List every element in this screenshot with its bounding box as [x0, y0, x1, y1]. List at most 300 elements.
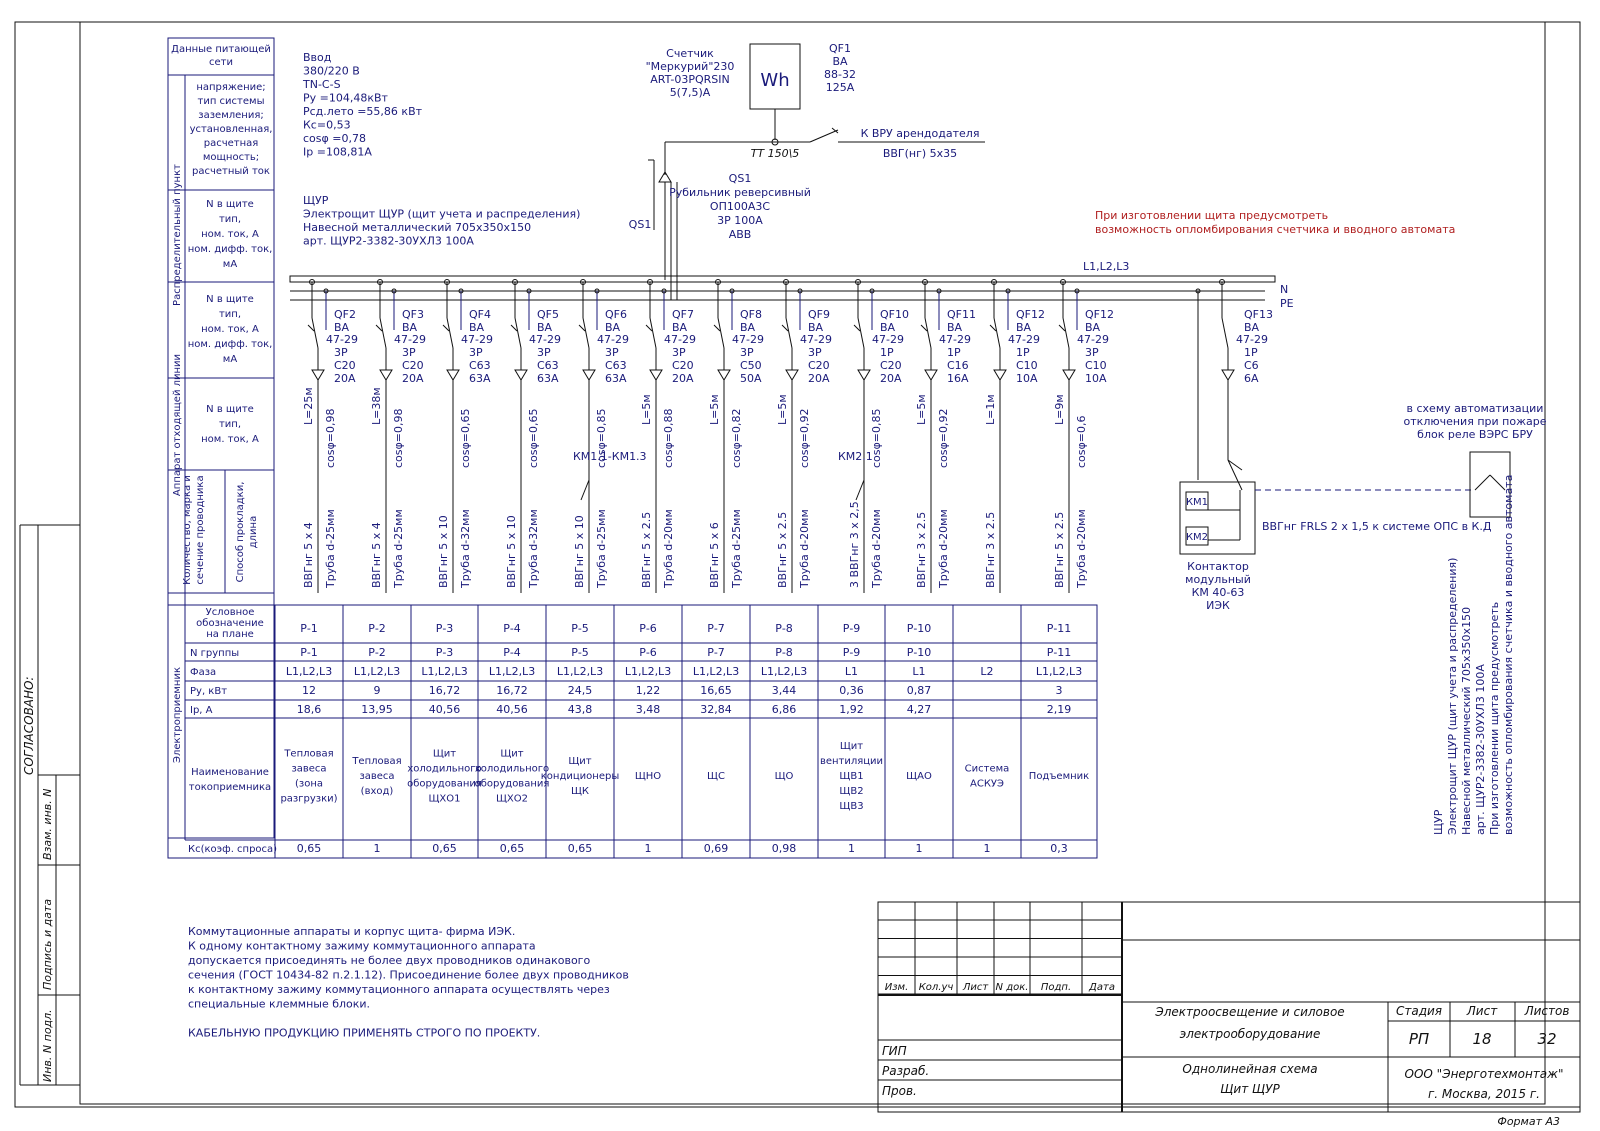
supply-param: расчетный ток: [192, 166, 270, 177]
ol-param: тип,: [218, 309, 242, 320]
cell-group: Р-5: [571, 646, 589, 659]
breaker-arrow: [447, 370, 459, 380]
breaker-type: ВА: [1016, 321, 1032, 334]
breaker-arrow: [718, 370, 730, 380]
cable-mark: ВВГнг 5 х 6: [708, 522, 721, 588]
cell-phase: L1,L2,L3: [421, 665, 468, 678]
breaker-arrow: [380, 370, 392, 380]
breaker-amp: 63А: [537, 372, 559, 385]
supply-data-label: сети: [209, 57, 233, 68]
cell-pu: 3,44: [771, 684, 797, 697]
line-length: L=1м: [984, 394, 997, 425]
red-note: возможность опломбирования счетчика и вводного автомата: [1095, 223, 1456, 236]
breaker-id: QF4: [469, 308, 491, 321]
row-label-pu: Ру, кВт: [190, 686, 228, 697]
cell-designation: Р-11: [1046, 622, 1072, 635]
pipe-mark: Труба d-20мм: [937, 509, 950, 588]
breaker-qf7[interactable]: [640, 280, 696, 594]
breaker-contact: [447, 318, 453, 348]
breaker-qf8[interactable]: [708, 280, 764, 594]
contactor-param: Контактор: [1187, 560, 1249, 573]
cell-name: ЩВ2: [839, 786, 864, 797]
breaker-amp: 20А: [334, 372, 356, 385]
breaker-series: 47-29: [326, 333, 358, 346]
cell-name: холодильного: [407, 763, 482, 775]
cell-kc: 0,65: [296, 842, 322, 855]
cell-name: Щит: [839, 741, 864, 752]
cell-kc: 1: [848, 842, 855, 855]
qf1-contact: [810, 130, 838, 142]
cell-ip: 18,6: [296, 703, 322, 716]
breaker-poles: 3Р: [537, 346, 551, 359]
breaker-curve: С20: [808, 359, 830, 372]
breaker-type: ВА: [537, 321, 553, 334]
cell-name: Щит: [432, 748, 457, 760]
breaker-series: 47-29: [1008, 333, 1040, 346]
pipe-mark: Труба d-25мм: [392, 509, 405, 588]
breaker-series: 47-29: [529, 333, 561, 346]
breaker-amp: 16А: [947, 372, 969, 385]
cell-kc: 1: [915, 842, 923, 855]
supply-param: установленная,: [189, 124, 273, 135]
breaker-qf9[interactable]: [776, 280, 832, 594]
breaker-poles: 3Р: [672, 346, 686, 359]
cell-designation: Р-3: [435, 622, 454, 635]
breaker-amp: 20А: [808, 372, 830, 385]
vertical-note: ЩУР: [1432, 809, 1445, 835]
cell-name: ЩВ3: [839, 801, 864, 812]
breaker-curve: С16: [947, 359, 969, 372]
breaker-poles: 1Р: [947, 346, 961, 359]
stamp-header: N док.: [995, 982, 1029, 993]
ol-param2: ном. ток, А: [201, 434, 259, 445]
breaker-qf6[interactable]: [573, 280, 647, 594]
ol-param: мА: [222, 354, 238, 365]
breaker-qf10[interactable]: [838, 280, 909, 594]
cell-phase: L1,L2,L3: [1035, 665, 1083, 678]
cell-pu: 1,22: [635, 684, 661, 697]
cell-name: ЩХО2: [495, 793, 529, 805]
cell-name: Щит: [500, 748, 524, 760]
cell-name: Щит: [568, 756, 592, 767]
cell-phase: L1,L2,L3: [624, 665, 672, 678]
receiver-label: Электроприемник: [172, 666, 183, 764]
cell-name: ЩО: [774, 771, 794, 782]
automation-param: блок реле ВЭРС БРУ: [1417, 428, 1533, 441]
breaker-arrow: [1063, 370, 1075, 380]
qf1-param: QF1: [829, 42, 851, 55]
breaker-curve: С20: [880, 359, 902, 372]
cos-phi: cosφ=0,98: [392, 408, 405, 468]
breaker-qf11[interactable]: [915, 280, 976, 594]
cell-designation: Р-6: [639, 622, 657, 635]
cell-group: Р-6: [639, 646, 657, 659]
pipe-mark: Труба d-20мм: [1075, 509, 1088, 588]
input-param: TN-C-S: [303, 78, 341, 91]
breaker-qf3[interactable]: [370, 280, 426, 594]
contactor-contact: [581, 480, 589, 500]
cell-name: разгрузки): [280, 793, 338, 805]
breaker-amp: 50А: [740, 372, 762, 385]
breaker-poles: 1Р: [880, 346, 894, 359]
breaker-arrow: [858, 370, 870, 380]
bus-pe-label: PE: [1280, 297, 1294, 310]
cable-mark: ВВГнг 3 х 2.5: [984, 511, 997, 588]
red-note: При изготовлении щита предусмотреть: [1095, 209, 1329, 222]
drawing-title: электрооборудование: [1179, 1027, 1321, 1041]
cell-ip: 4,27: [906, 703, 932, 716]
breaker-arrow: [515, 370, 527, 380]
contactor-label: КМ2.1: [838, 450, 873, 463]
cell-name: Система: [964, 763, 1010, 775]
breaker-poles: 3Р: [402, 346, 416, 359]
breaker-curve: С20: [672, 359, 694, 372]
breaker-series: 47-29: [597, 333, 629, 346]
breaker-arrow: [994, 370, 1006, 380]
breaker-series: 47-29: [939, 333, 971, 346]
breaker-id: QF8: [740, 308, 762, 321]
qf13-amp: 6А: [1244, 372, 1259, 385]
bus-n-label: N: [1280, 283, 1289, 296]
cell-name: холодильного: [474, 763, 550, 775]
qf1-param: 88-32: [824, 68, 856, 81]
general-note: специальные клеммные блоки.: [188, 997, 371, 1011]
breaker-poles: 3Р: [469, 346, 483, 359]
cell-name: Тепловая: [352, 756, 402, 767]
breaker-poles: 1Р: [1016, 346, 1030, 359]
breaker-poles: 3Р: [334, 346, 348, 359]
cell-ip: 40,56: [496, 703, 528, 716]
breaker-id: QF6: [605, 308, 627, 321]
cell-phase: L1,L2,L3: [692, 665, 740, 678]
cell-name: завеса: [359, 771, 395, 782]
side-cell-label: Взам. инв. N: [41, 788, 54, 860]
cell-group: Р-8: [775, 646, 793, 659]
cell-kc: 0,65: [432, 842, 457, 855]
cable-method-label: длина: [248, 515, 259, 549]
cell-ip: 40,56: [428, 703, 461, 716]
pipe-mark: Труба d-20мм: [798, 509, 811, 588]
breaker-amp: 20А: [672, 372, 694, 385]
line-length: L=5м: [708, 394, 721, 425]
breaker-arrow: [925, 370, 937, 380]
cell-name: ЩНО: [634, 771, 662, 782]
breaker-amp: 10А: [1085, 372, 1107, 385]
breaker-qf12[interactable]: [984, 280, 1045, 594]
stage-header: Стадия: [1395, 1004, 1443, 1018]
cell-name: оборудования: [474, 778, 550, 790]
cell-kc: 1: [983, 842, 991, 855]
supply-param: расчетная: [203, 138, 259, 149]
general-note: Коммутационные аппараты и корпус щита- фирма ИЭК.: [188, 925, 516, 938]
qf13-poles: 1Р: [1244, 346, 1258, 359]
sheets-header: Листов: [1524, 1004, 1570, 1018]
input-param: cosφ =0,78: [303, 132, 366, 145]
stamp-header: Подп.: [1040, 982, 1072, 993]
format-label: Формат А3: [1497, 1115, 1560, 1128]
breaker-type: ВА: [880, 321, 896, 334]
breaker-id: QF12: [1085, 308, 1114, 321]
cell-group: Р-10: [906, 646, 932, 659]
pipe-mark: Труба d-32мм: [527, 509, 540, 588]
breaker-series: 47-29: [394, 333, 426, 346]
vertical-note: арт. ЩУР2-3382-30УХЛ3 100А: [1474, 664, 1487, 835]
cable-mark: ВВГнг 5 х 2.5: [776, 511, 789, 588]
breaker-curve: С10: [1085, 359, 1107, 372]
cell-name: ЩК: [570, 786, 590, 797]
contactor-param: ИЭК: [1206, 599, 1230, 612]
cos-phi: cosφ=0,85: [870, 408, 883, 468]
cell-pu: 16,65: [700, 684, 732, 697]
breaker-id: QF7: [672, 308, 694, 321]
stamp-role: Пров.: [882, 1084, 917, 1098]
cell-pu: 16,72: [496, 684, 528, 697]
cell-name: ЩАО: [906, 771, 932, 782]
cell-phase: L1,L2,L3: [353, 665, 401, 678]
general-note: к контактному зажиму коммутационного аппарата осуществлять через: [188, 983, 610, 996]
supply-param: напряжение;: [196, 82, 266, 93]
breaker-series: 47-29: [1077, 333, 1109, 346]
breaker-poles: 3Р: [808, 346, 822, 359]
ol-param2: тип,: [218, 419, 242, 430]
breaker-arrow: [650, 370, 662, 380]
contactor-contact: [856, 480, 864, 500]
cell-name: завеса: [291, 763, 327, 775]
breaker-contact: [650, 318, 656, 348]
cell-phase: L1,L2,L3: [556, 665, 604, 678]
line-length: L=25м: [302, 387, 315, 425]
cell-group: Р-2: [368, 646, 386, 659]
line-length: L=5м: [640, 394, 653, 425]
cell-ip: 1,92: [839, 703, 864, 716]
cell-name: ЩХО1: [428, 793, 461, 805]
dp-param: ном. дифф. ток,: [187, 244, 273, 255]
cell-kc: 0,98: [771, 842, 797, 855]
row-label-designation: Условное: [205, 607, 255, 618]
stamp-header: Дата: [1089, 982, 1115, 993]
cell-name: Тепловая: [284, 748, 334, 760]
cable-qty-label: сечение проводника: [195, 475, 206, 585]
breaker-contact: [380, 318, 386, 348]
cos-phi: cosφ=0,65: [459, 408, 472, 468]
breaker-type: ВА: [808, 321, 824, 334]
input-param: Iр =108,81А: [303, 145, 372, 159]
input-param: Кс=0,53: [303, 118, 351, 132]
km1-label: КМ1: [1185, 497, 1209, 508]
cell-kc: 0,65: [567, 842, 593, 855]
vertical-note: При изготовлении щита предусмотреть: [1488, 601, 1501, 835]
breaker-curve: С20: [402, 359, 424, 372]
breaker-contact: [312, 318, 318, 348]
qf1-param: 125А: [825, 81, 855, 94]
breaker-curve: С10: [1016, 359, 1038, 372]
breaker-contact: [925, 318, 931, 348]
qs1-param: ОП100А3С: [709, 200, 771, 213]
ol-param2: N в щите: [206, 404, 254, 415]
cable-qty-label: Количество, марка и: [182, 475, 193, 585]
supply-param: мощность;: [202, 152, 260, 163]
ol-param: ном. дифф. ток,: [187, 339, 273, 350]
cell-group: Р-4: [503, 646, 521, 659]
row-label-phase: Фаза: [190, 667, 217, 678]
pipe-mark: Труба d-20мм: [870, 509, 883, 588]
side-cell-label: Инв. N подл.: [41, 1009, 54, 1082]
breaker-amp: 63А: [469, 372, 491, 385]
breaker-series: 47-29: [461, 333, 493, 346]
dp-param: N в щите: [206, 199, 254, 210]
general-note: допускается присоединять не более двух проводников одинакового: [188, 954, 591, 967]
input-param: Рсд.лето =55,86 кВт: [303, 105, 423, 118]
breaker-type: ВА: [947, 321, 963, 334]
cos-phi: cosφ=0,65: [527, 408, 540, 468]
cell-designation: Р-5: [571, 622, 589, 635]
qf1-dest: К ВРУ арендодателя: [860, 127, 980, 140]
cell-designation: Р-10: [906, 622, 932, 635]
cell-designation: Р-4: [503, 622, 521, 635]
breaker-type: ВА: [1085, 321, 1101, 334]
cell-group: Р-1: [300, 646, 318, 659]
breaker-arrow: [312, 370, 324, 380]
breaker-id: QF11: [947, 308, 976, 321]
stage-value: РП: [1408, 1030, 1430, 1048]
row-label-designation: обозначение: [196, 618, 264, 629]
cell-group: Р-9: [842, 646, 861, 659]
supply-param: заземления;: [198, 110, 264, 121]
breaker-qf5[interactable]: [505, 280, 561, 594]
cell-kc: 0,69: [703, 842, 729, 855]
cell-group: Р-3: [435, 646, 454, 659]
cell-designation: Р-9: [842, 622, 861, 635]
vertical-note: возможность опломбирования счетчика и вводного автомата: [1502, 474, 1515, 835]
row-label-ip: Iр, А: [190, 705, 213, 716]
breaker-contact: [858, 318, 864, 348]
stamp-header: Изм.: [884, 982, 909, 993]
qf13-series: 47-29: [1236, 333, 1268, 346]
drawing-title: Электроосвещение и силовое: [1155, 1005, 1345, 1019]
meter-param: Счетчик: [666, 47, 714, 60]
cos-phi: cosφ=0,82: [730, 408, 743, 468]
qf1-cable: ВВГ(нг) 5х35: [882, 147, 958, 160]
breaker-id: QF5: [537, 308, 559, 321]
contactor-label: КМ1.1-КМ1.3: [573, 450, 647, 463]
general-note: сечения (ГОСТ 10434-82 п.2.1.12). Присоединение более двух проводников: [188, 968, 629, 982]
cable-mark: ВВГнг 5 х 2.5: [1053, 511, 1066, 588]
breaker-contact: [583, 318, 589, 348]
line-length: L=5м: [776, 394, 789, 425]
ol-param: ном. ток, А: [201, 324, 259, 335]
pipe-mark: Труба d-20мм: [662, 509, 675, 588]
breaker-arrow: [583, 370, 595, 380]
general-note: КАБЕЛЬНУЮ ПРОДУКЦИЮ ПРИМЕНЯТЬ СТРОГО ПО ПРОЕКТУ.: [188, 1026, 541, 1040]
breaker-qf4[interactable]: [437, 280, 493, 594]
cell-designation: Р-7: [707, 622, 725, 635]
breaker-type: ВА: [605, 321, 621, 334]
ol-param: N в щите: [206, 294, 254, 305]
qf13-contact: [1222, 318, 1228, 348]
pipe-mark: Труба d-25мм: [595, 509, 608, 588]
cos-phi: cosφ=0,6: [1075, 415, 1088, 468]
cell-designation: Р-2: [368, 622, 386, 635]
cell-ip: 13,95: [361, 703, 393, 716]
relay-contact: [1475, 475, 1490, 490]
distribution-point-label: Распределительный пункт: [172, 164, 183, 306]
cell-phase: L1: [844, 665, 859, 678]
cell-pu: 12: [302, 684, 316, 697]
contactor-frame: [1180, 482, 1255, 554]
cell-name: ЩС: [707, 771, 725, 782]
cell-phase: L1,L2,L3: [285, 665, 333, 678]
meter-param: "Меркурий"230: [645, 60, 735, 73]
breaker-amp: 10А: [1016, 372, 1038, 385]
cell-designation: Р-8: [775, 622, 793, 635]
row-label-designation: на плане: [206, 629, 254, 640]
side-cell-label: Подпись и дата: [41, 898, 54, 990]
cell-pu: 9: [373, 684, 381, 697]
breaker-type: ВА: [672, 321, 688, 334]
pipe-mark: Труба d-25мм: [730, 509, 743, 588]
cell-name: АСКУЭ: [970, 778, 1004, 790]
agreed-label: СОГЛАСОВАНО:: [22, 676, 36, 775]
sheet-title: Щит ЩУР: [1220, 1082, 1280, 1096]
dp-param: ном. ток, А: [201, 229, 259, 240]
cos-phi: cosφ=0,92: [798, 408, 811, 468]
qs1-label: QS1: [628, 218, 652, 231]
cable-mark: ВВГнг 5 х 10: [437, 515, 450, 588]
qf13-id: QF13: [1244, 308, 1273, 321]
breaker-amp: 63А: [605, 372, 627, 385]
breaker-contact: [786, 318, 792, 348]
panel-param: арт. ЩУР2-3382-30УХЛ3 100А: [303, 234, 474, 248]
cell-ip: 2,19: [1046, 703, 1072, 716]
breaker-contact: [994, 318, 1000, 348]
row-label-kc: Кс(коэф. спроса): [188, 844, 278, 855]
line-length: L=38м: [370, 387, 383, 425]
cell-phase: L1,L2,L3: [488, 665, 536, 678]
panel-param: ЩУР: [303, 194, 329, 207]
cell-phase: L1: [912, 665, 926, 678]
breaker-qf2[interactable]: [302, 280, 358, 594]
general-note: К одному контактному зажиму коммутационного аппарата: [188, 939, 536, 953]
vertical-note: Электрощит ЩУР (щит учета и распределения): [1446, 557, 1459, 835]
breaker-id: QF2: [334, 308, 356, 321]
qf13-arrow: [1222, 370, 1234, 380]
breaker-poles: 3Р: [1085, 346, 1099, 359]
breaker-contact: [718, 318, 724, 348]
breaker-poles: 3Р: [605, 346, 619, 359]
cell-kc: 1: [644, 842, 652, 855]
qs1-param: QS1: [728, 172, 752, 185]
qf1-param: ВА: [832, 55, 848, 68]
cable-mark: ВВГнг 5 х 10: [505, 515, 518, 588]
breaker-qf12[interactable]: [1053, 280, 1114, 594]
ops-cable: ВВГнг FRLS 2 х 1,5 к системе ОПС в К.Д: [1262, 520, 1492, 533]
qs1-param: Рубильник реверсивный: [669, 186, 811, 199]
dp-param: тип,: [218, 214, 242, 225]
row-label-name: Наименование: [191, 767, 269, 778]
row-label-name: токоприемника: [188, 782, 272, 793]
cell-phase: L1,L2,L3: [760, 665, 808, 678]
breaker-id: QF10: [880, 308, 909, 321]
breaker-id: QF12: [1016, 308, 1045, 321]
breaker-arrow: [786, 370, 798, 380]
sheets-value: 32: [1537, 1030, 1557, 1048]
breaker-series: 47-29: [800, 333, 832, 346]
breaker-type: ВА: [740, 321, 756, 334]
qs1-param: АВВ: [728, 228, 752, 241]
cell-ip: 3,48: [635, 703, 661, 716]
cell-name: (зона: [294, 778, 324, 790]
breaker-contact: [515, 318, 521, 348]
